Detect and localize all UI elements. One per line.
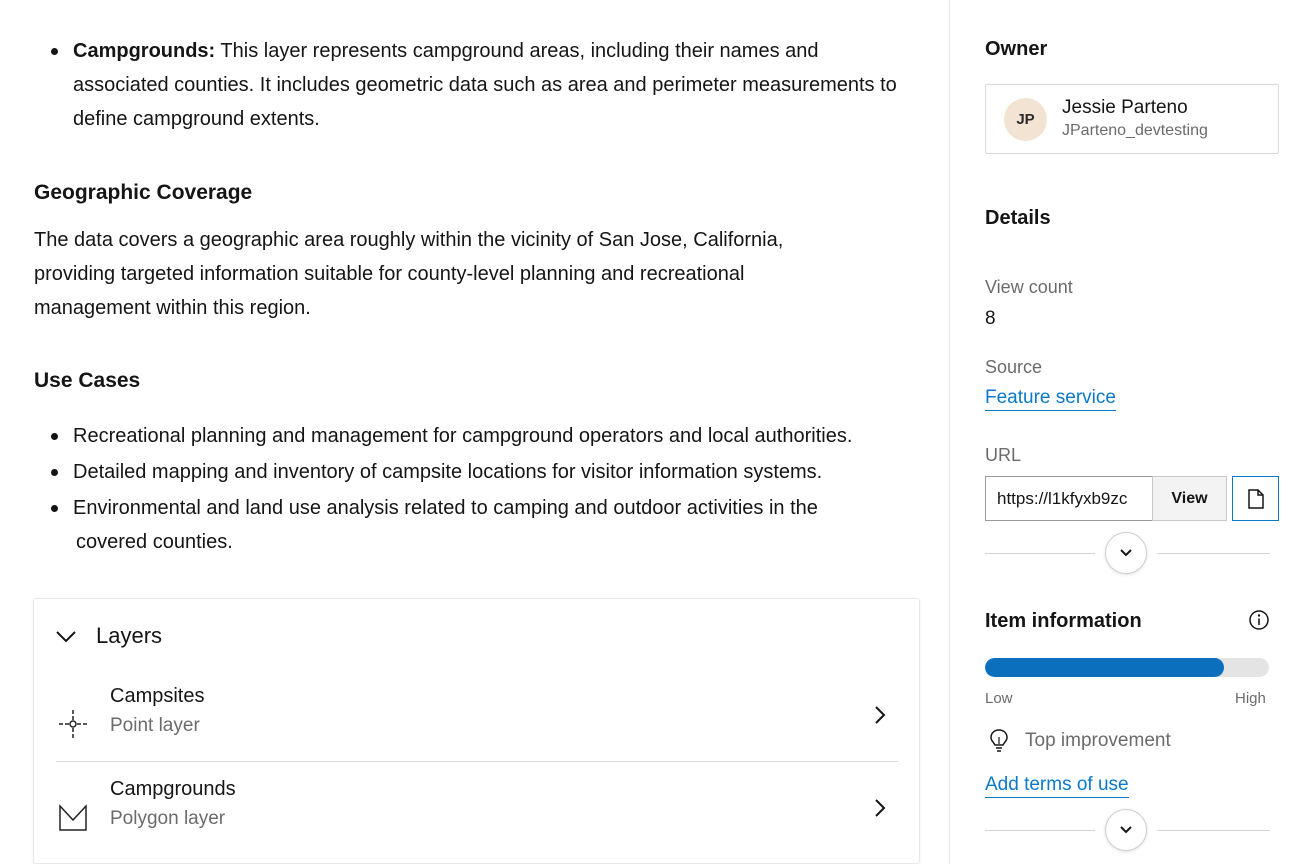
source-link[interactable]: Feature service — [985, 387, 1116, 411]
layer-type: Point layer — [110, 715, 200, 736]
progress-fill — [985, 658, 1224, 677]
top-improvement-label: Top improvement — [1025, 730, 1171, 751]
lightbulb-icon — [988, 728, 1010, 754]
url-field-group — [985, 476, 1279, 521]
copy-button[interactable] — [1232, 476, 1279, 521]
layers-panel — [33, 598, 920, 864]
divider — [985, 553, 1095, 554]
use-cases-list — [33, 419, 913, 561]
layer-name: Campsites — [110, 685, 205, 707]
use-case-text: Detailed mapping and inventory of campsite locations for visitor information systems. — [73, 461, 823, 483]
layer-divider — [56, 761, 898, 762]
intro-label: Campgrounds: — [73, 40, 216, 62]
chevron-down-icon — [54, 624, 78, 648]
item-info-heading: Item information — [985, 610, 1142, 632]
item-info-expand-button[interactable] — [1105, 809, 1147, 851]
add-terms-link[interactable]: Add terms of use — [985, 774, 1129, 798]
copy-icon — [1247, 489, 1265, 509]
chevron-down-icon — [1119, 825, 1133, 835]
layer-name: Campgrounds — [110, 778, 236, 800]
owner-card[interactable] — [985, 84, 1279, 154]
chevron-down-icon — [1119, 548, 1133, 558]
layers-toggle[interactable] — [54, 623, 162, 649]
coverage-heading: Geographic Coverage — [34, 181, 253, 204]
details-expander — [985, 532, 1270, 576]
divider — [1157, 830, 1270, 831]
view-count-value: 8 — [985, 308, 996, 329]
divider — [985, 830, 1095, 831]
layers-title: Layers — [96, 623, 163, 648]
layer-type: Polygon layer — [110, 808, 226, 829]
owner-username: JParteno_devtesting — [1062, 122, 1208, 139]
divider — [1157, 553, 1270, 554]
item-info-progress-bar — [985, 658, 1269, 677]
top-improvement — [988, 728, 1171, 754]
use-cases-heading: Use Cases — [34, 369, 141, 392]
view-count-label: View count — [985, 277, 1073, 297]
intro-text: This layer represents campground areas, including their names and associated counties. It includes geometric data such as area and perimeter measurements to define campground extents. — [73, 40, 897, 130]
info-icon[interactable] — [1248, 609, 1270, 631]
use-case-item — [33, 491, 913, 559]
details-expand-button[interactable] — [1105, 532, 1147, 574]
owner-name: Jessie Parteno — [1062, 97, 1188, 118]
url-field[interactable] — [985, 476, 1153, 521]
source-label: Source — [985, 357, 1043, 377]
point-layer-icon — [56, 707, 90, 741]
avatar: JP — [1004, 98, 1047, 141]
intro-list — [33, 34, 913, 136]
use-case-text: Environmental and land use analysis related to camping and outdoor activities in the — [73, 497, 818, 519]
view-button[interactable]: View — [1152, 476, 1227, 521]
item-info-expander — [985, 809, 1270, 853]
layer-row-campgrounds[interactable] — [54, 778, 898, 864]
progress-low-label: Low — [985, 690, 1013, 707]
use-case-continuation: covered counties. — [76, 531, 233, 553]
owner-heading: Owner — [985, 38, 1048, 60]
chevron-right-icon — [872, 796, 888, 820]
use-case-text: Recreational planning and management for campground operators and local authorities. — [73, 425, 853, 447]
details-heading: Details — [985, 207, 1051, 229]
polygon-layer-icon — [56, 800, 90, 834]
url-label: URL — [985, 445, 1022, 465]
chevron-right-icon — [872, 703, 888, 727]
use-case-item — [33, 455, 913, 489]
intro-item — [33, 34, 913, 136]
coverage-text: The data covers a geographic area roughly within the vicinity of San Jose, California, providing targeted information suitable for county-level planning and recreational management within this region. — [34, 229, 784, 319]
progress-high-label: High — [1235, 690, 1266, 707]
use-case-item — [33, 419, 913, 453]
item-sidebar — [949, 0, 1309, 864]
